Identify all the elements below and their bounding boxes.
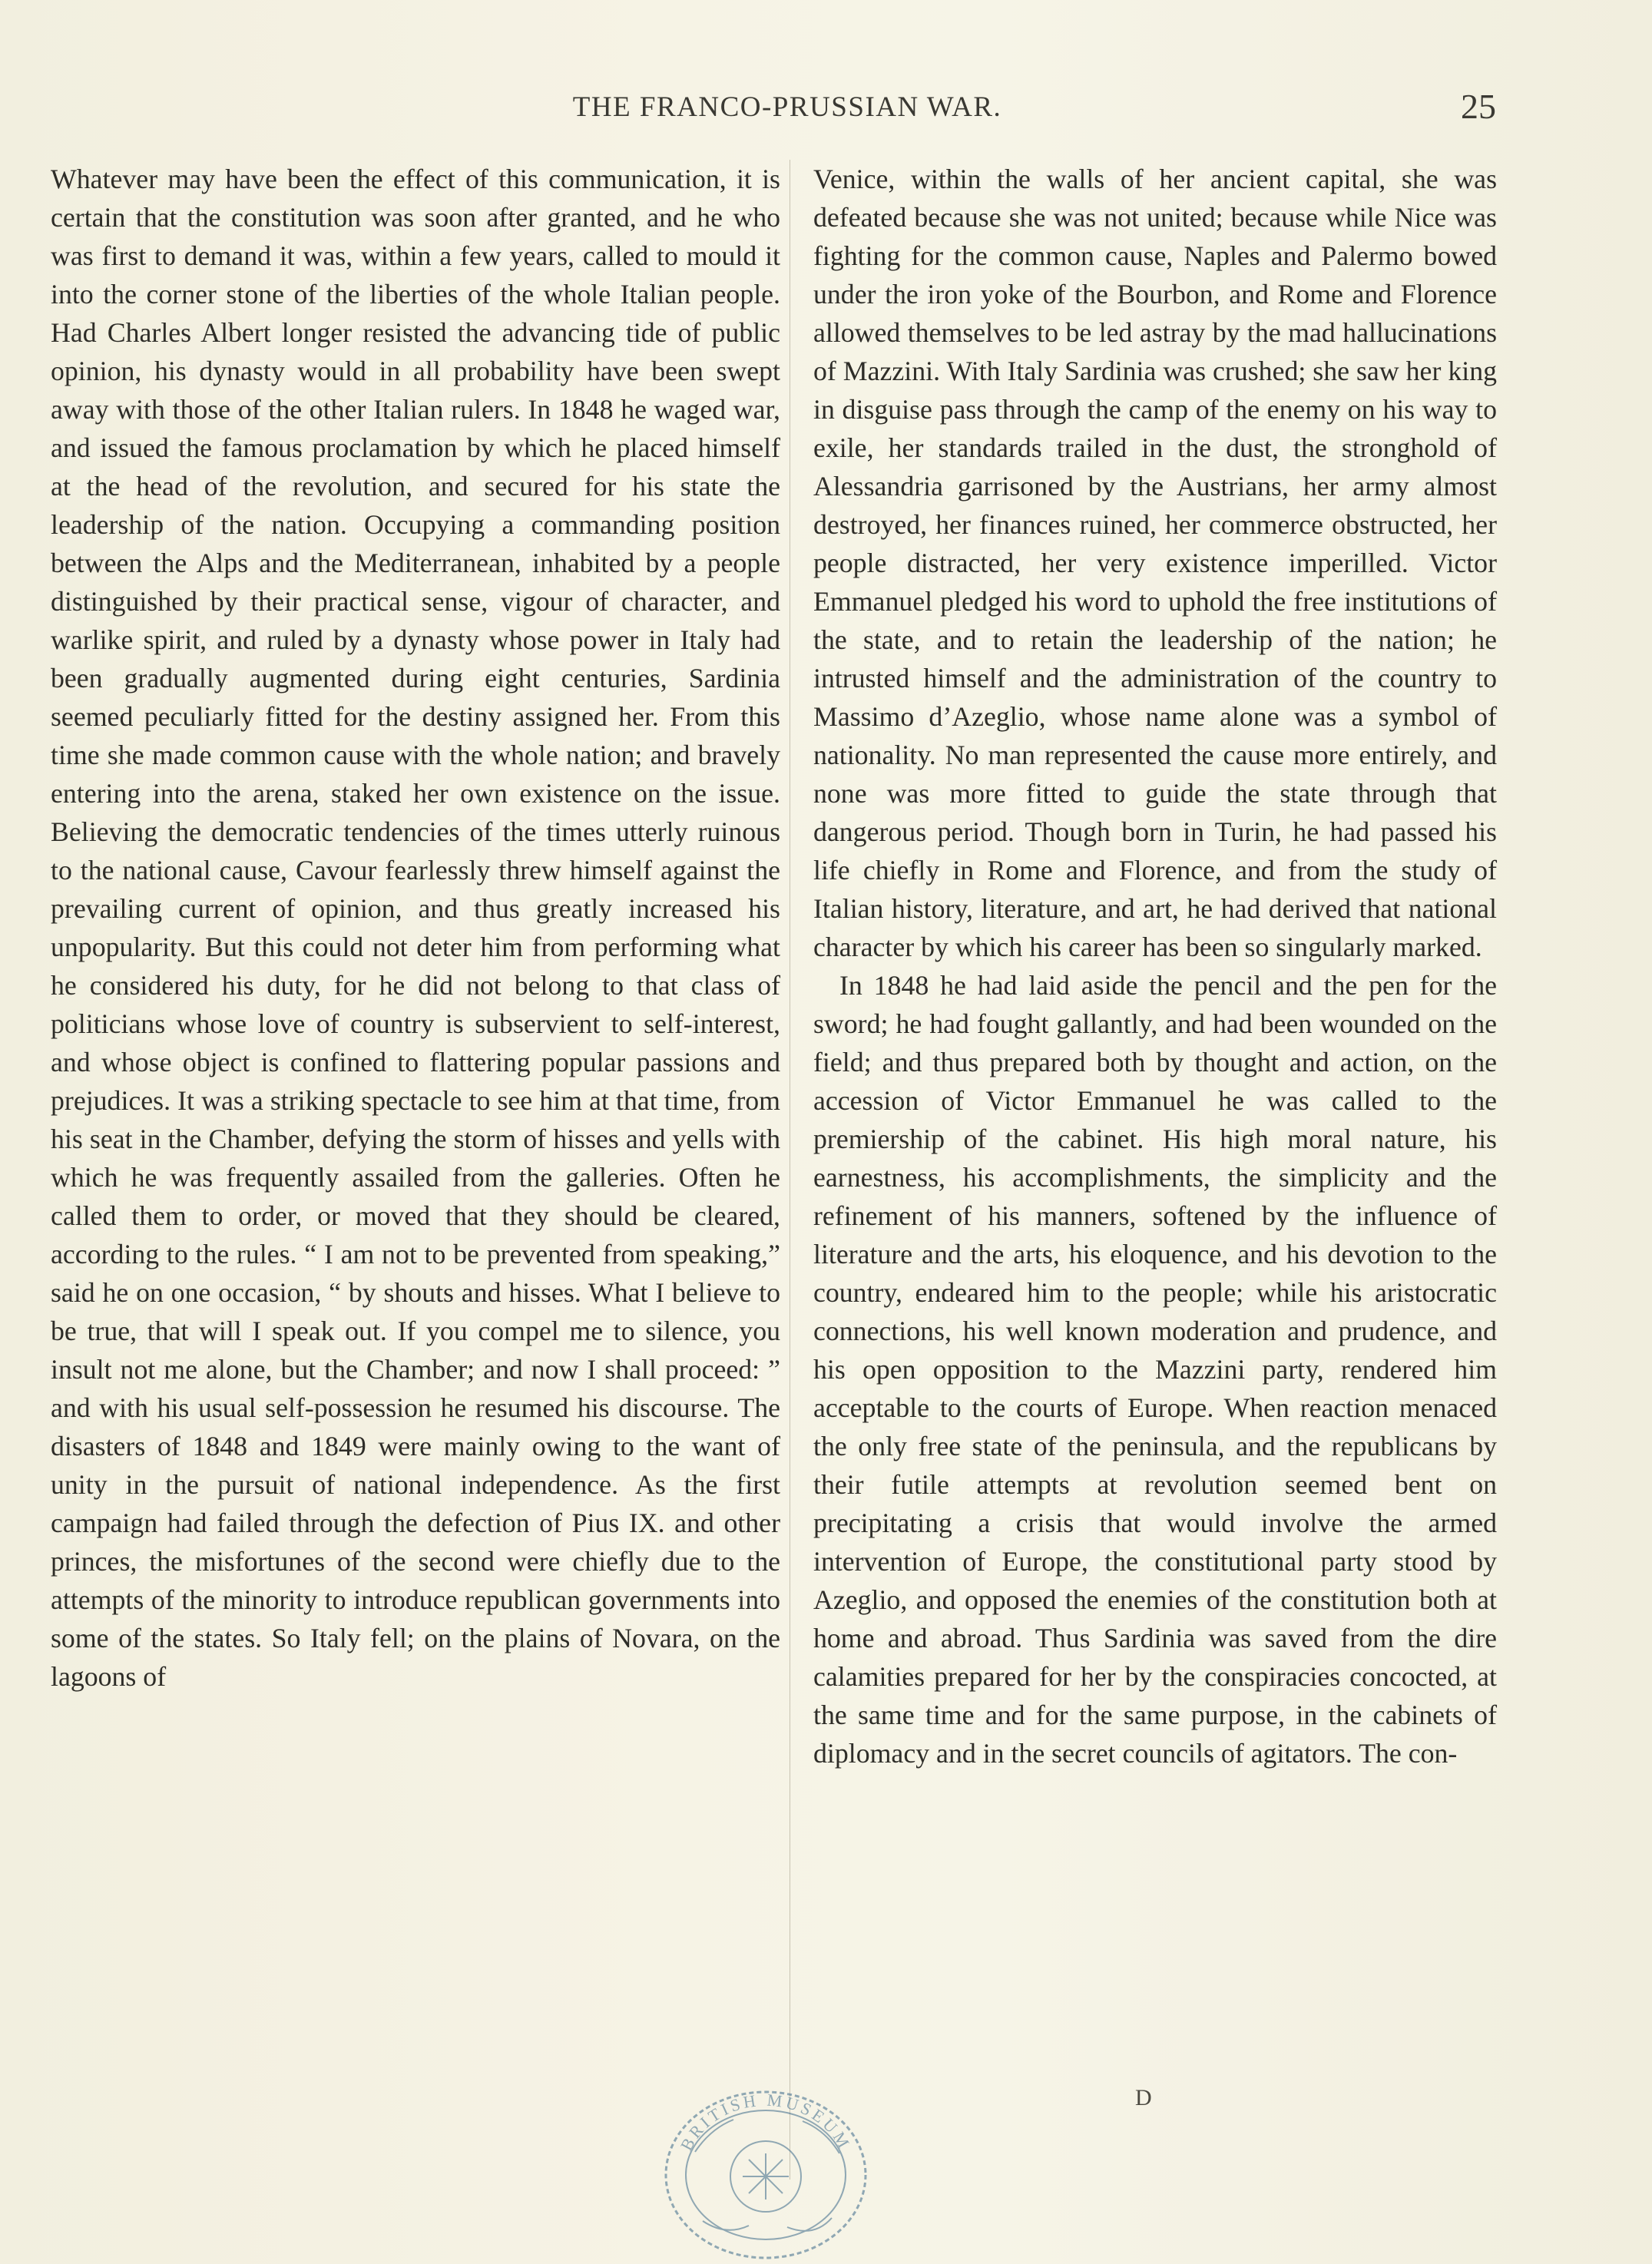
paragraph: Whatever may have been the effect of this communication, it is certain that the constitution was soon after granted, and he who was first to demand it was, within a few years, called to mould it into the corner stone of the liberties of the whole Italian people. Had Charles Albert longer resisted the advancing tide of public opinion, his dynasty would in all probability have been swept away with those of the other Italian rulers. In 1848 he waged war, and issued the famous proclamation by which he placed himself at the head of the revolution, and secured for his state the leadership of the nation. Occupying a commanding position between the Alps and the Mediterranean, inhabited by a people distinguished by their practical sense, vigour of character, and warlike spirit, and ruled by a dynasty whose power in Italy had been gradually augmented during eight centuries, Sardinia seemed peculiarly fitted for the destiny assigned her. From this time she made common cause with the whole nation; and bravely entering into the arena, staked her own existence on the issue. Believing the democratic tendencies of the times utterly ruinous to the national cause, Cavour fearlessly threw himself against the prevailing current of opinion, and thus greatly increased his unpopularity. But this could not deter him from performing what he considered his duty, for he did not belong to that class of politicians whose love of country is subservient to self-interest, and whose object is confined to flattering popular passions and prejudices. It was a striking spectacle to see him at that time, from his seat in the Chamber, defying the storm of hisses and yells with which he was frequently assailed from the galleries. Often he called them to order, or moved that they should be cleared, according to the rules. “ I am not to be prevented from speaking,” said he on one occasion, “ by shouts and hisses. What I believe to be true, that will I speak out. If you compel me to silence, you insult not me alone, but the Chamber; and now I shall proceed: ” and with his usual self-possession he resumed his discourse. The disasters of 1848 and 1849 were mainly owing to the want of unity in the pursuit of national independence. As the first campaign had failed through the defection of Pius IX. and other princes, the misfortunes of the second were chiefly due to the attempts of the minority to introduce republican governments into some of the states. So Italy fell; on the plains of Novara, on the lagoons of <box>51 164 780 1692</box>
svg-text:BRITISH MUSEUM <box>677 2090 855 2154</box>
left-column <box>51 160 780 1696</box>
stamp-text: BRITISH MUSEUM <box>676 2090 856 2154</box>
running-head <box>0 87 1652 137</box>
paragraph: Venice, within the walls of her ancient capital, she was defeated because she was not united; because while Nice was fighting for the common cause, Naples and Palermo bowed under the iron yoke of the Bourbon, and Rome and Florence allowed themselves to be led astray by the mad hallucinations of Mazzini. With Italy Sardinia was crushed; she saw her king in disguise pass through the camp of the enemy on his way to exile, her standards trailed in the dust, the stronghold of Alessandria garrisoned by the Austrians, her army almost destroyed, her finances ruined, her commerce obstructed, her people distracted, her very existence imperilled. Victor Emmanuel pledged his word to uphold the free institutions of the state, and to retain the leadership of the nation; he intrusted himself and the administration of the country to Massimo d’Azeglio, whose name alone was a symbol of nationality. No man represented the cause more entirely, and none was more fitted to guide the state through that dangerous period. Though born in Turin, he had passed his life chiefly in Rome and Florence, and from the study of Italian history, literature, and art, he had derived that national character by which his career has been so singularly marked. <box>813 164 1497 962</box>
signature-mark: D <box>1135 2085 1152 2110</box>
library-stamp-icon <box>657 2083 876 2264</box>
right-column <box>813 160 1497 1772</box>
page-number: 25 <box>1461 87 1496 126</box>
paragraph: In 1848 he had laid aside the pencil and the pen for the sword; he had fought gallantly, and had been wounded on the field; and thus prepared both by thought and action, on the accession of Victor Emmanuel he was called to the premiership of the cabinet. His high moral nature, his earnestness, his accomplishments, the simplicity and the refinement of his manners, softened by the influence of literature and the arts, his eloquence, and his devotion to the country, endeared him to the people; while his aristocratic connections, his well known moderation and prudence, and his open opposition to the Mazzini party, rendered him acceptable to the courts of Europe. When reaction menaced the only free state of the peninsula, and the republicans by their futile attempts at revolution seemed bent on precipitating a crisis that would involve the armed intervention of Europe, the constitutional party stood by Azeglio, and opposed the enemies of the constitution both at home and abroad. Thus Sardinia was saved from the dire calamities prepared for her by the conspiracies concocted, at the same time and for the same purpose, in the cabinets of diplomacy and in the secret councils of agitators. The con- <box>813 970 1497 1769</box>
running-title: THE FRANCO-PRUSSIAN WAR. <box>572 91 1002 123</box>
